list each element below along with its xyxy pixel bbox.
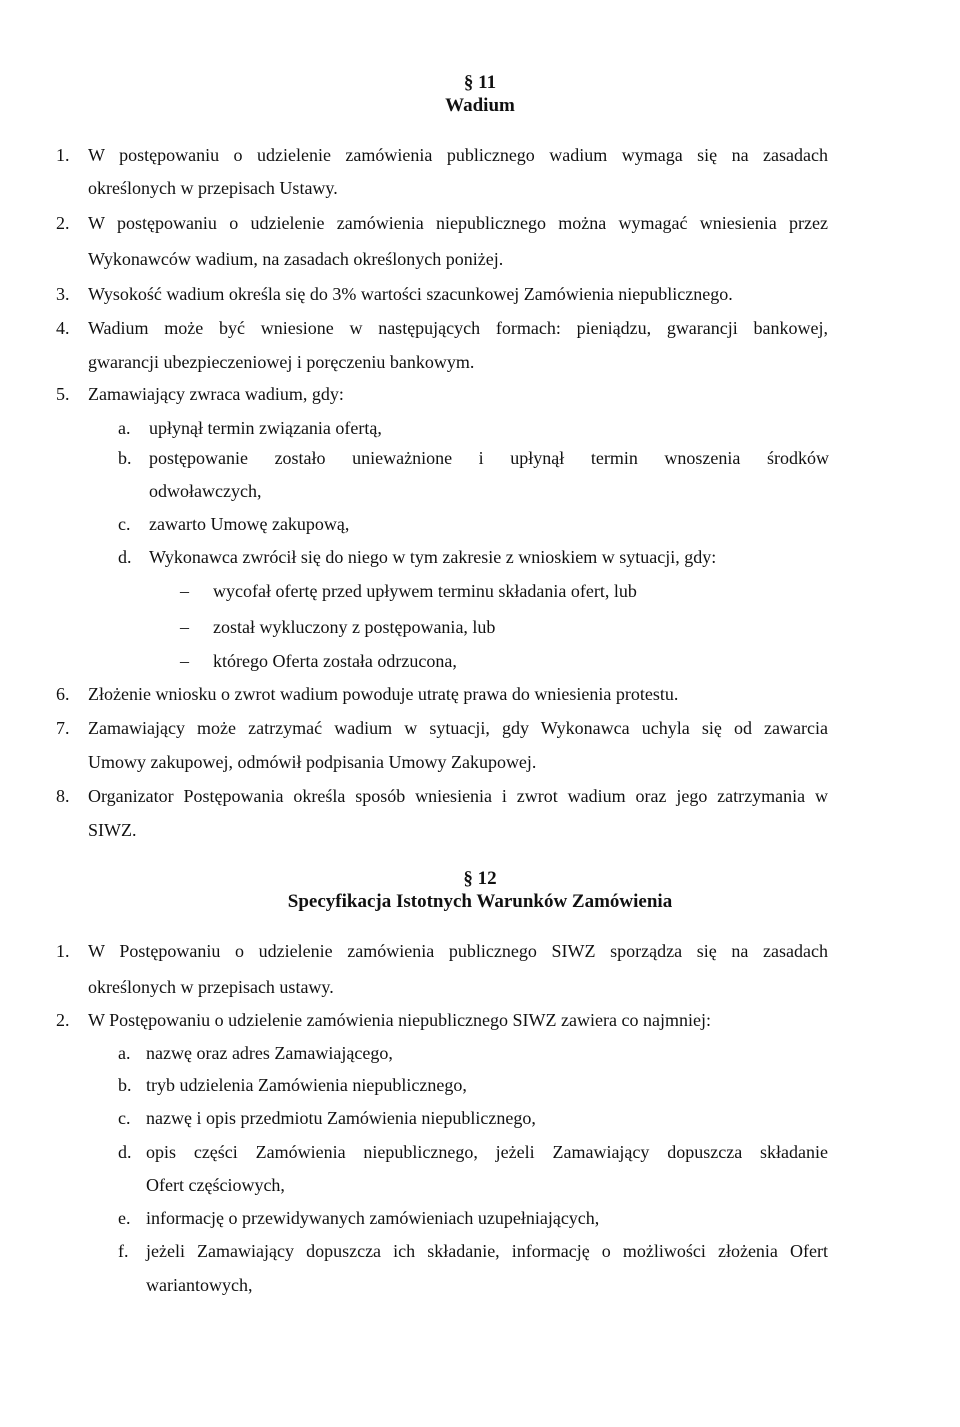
s12-item-1-line-1: W Postępowaniu o udzielenie zamówienia publicznego SIWZ sporządza się na zasadach — [88, 941, 828, 961]
item-number: 1. — [56, 941, 70, 961]
item-number: 5. — [56, 384, 70, 404]
s12-item-1-line-2: określonych w przepisach ustawy. — [88, 977, 334, 997]
dash-item-1: wycofał ofertę przed upływem terminu składania ofert, lub — [213, 581, 637, 601]
sub-letter: c. — [118, 1108, 131, 1128]
dash-item-2: został wykluczony z postępowania, lub — [213, 617, 496, 637]
item-number: 6. — [56, 684, 70, 704]
sub-letter: a. — [118, 1043, 131, 1063]
item-6-line-1: Złożenie wniosku o zwrot wadium powoduje utratę prawa do wniesienia protestu. — [88, 684, 679, 704]
s12-sub-a: nazwę oraz adres Zamawiającego, — [146, 1043, 393, 1063]
item-7-line-1: Zamawiający może zatrzymać wadium w sytuacji, gdy Wykonawca uchyla się od zawarcia — [88, 718, 828, 738]
sub-d-line-1: Wykonawca zwrócił się do niego w tym zakresie z wnioskiem w sytuacji, gdy: — [149, 547, 717, 567]
s12-item-2-line-1: W Postępowaniu o udzielenie zamówienia niepublicznego SIWZ zawiera co najmniej: — [88, 1010, 711, 1030]
item-number: 7. — [56, 718, 70, 738]
item-number: 3. — [56, 284, 70, 304]
item-number: 2. — [56, 1010, 70, 1030]
sub-c-line-1: zawarto Umowę zakupową, — [149, 514, 350, 534]
item-8-line-2: SIWZ. — [88, 820, 137, 840]
section-12-title: Specyfikacja Istotnych Warunków Zamówienia — [287, 891, 673, 912]
dash-marker: – — [180, 617, 189, 637]
s12-sub-d-line-1: opis części Zamówienia niepublicznego, jeżeli Zamawiający dopuszcza składanie — [146, 1142, 828, 1162]
item-1-line-2: określonych w przepisach Ustawy. — [88, 178, 338, 198]
dash-marker: – — [180, 581, 189, 601]
dash-item-3: którego Oferta została odrzucona, — [213, 651, 457, 671]
dash-marker: – — [180, 651, 189, 671]
item-number: 1. — [56, 145, 70, 165]
sub-letter: b. — [118, 448, 132, 468]
s12-sub-b: tryb udzielenia Zamówienia niepublicznego, — [146, 1075, 467, 1095]
sub-letter: d. — [118, 547, 132, 567]
section-12-number: § 12 — [463, 868, 497, 889]
sub-b-line-1: postępowanie zostało unieważnione i upłynął termin wnoszenia środków — [149, 448, 829, 468]
sub-a-line-1: upłynął termin związania ofertą, — [149, 418, 382, 438]
section-11-number: § 11 — [463, 72, 497, 93]
item-7-line-2: Umowy zakupowej, odmówił podpisania Umowy Zakupowej. — [88, 752, 537, 772]
sub-letter: e. — [118, 1208, 131, 1228]
sub-b-line-2: odwoławczych, — [149, 481, 262, 501]
item-number: 8. — [56, 786, 70, 806]
item-3-line-1: Wysokość wadium określa się do 3% wartości szacunkowej Zamówienia niepublicznego. — [88, 284, 733, 304]
item-8-line-1: Organizator Postępowania określa sposób wniesienia i zwrot wadium oraz jego zatrzymania w — [88, 786, 828, 806]
item-2-line-2: Wykonawców wadium, na zasadach określonych poniżej. — [88, 249, 504, 269]
item-2-line-1: W postępowaniu o udzielenie zamówienia niepublicznego można wymagać wniesienia przez — [88, 213, 828, 233]
item-number: 2. — [56, 213, 70, 233]
item-number: 4. — [56, 318, 70, 338]
s12-sub-f-line-2: wariantowych, — [146, 1275, 253, 1295]
item-4-line-2: gwarancji ubezpieczeniowej i poręczeniu bankowym. — [88, 352, 475, 372]
sub-letter: d. — [118, 1142, 132, 1162]
s12-sub-f-line-1: jeżeli Zamawiający dopuszcza ich składanie, informację o możliwości złożenia Ofert — [146, 1241, 828, 1261]
s12-sub-c: nazwę i opis przedmiotu Zamówienia niepublicznego, — [146, 1108, 536, 1128]
section-11-title: Wadium — [445, 95, 515, 116]
sub-letter: a. — [118, 418, 131, 438]
item-4-line-1: Wadium może być wniesione w następujących formach: pieniądzu, gwarancji bankowej, — [88, 318, 828, 338]
sub-letter: c. — [118, 514, 131, 534]
s12-sub-d-line-2: Ofert częściowych, — [146, 1175, 285, 1195]
sub-letter: f. — [118, 1241, 129, 1261]
s12-sub-e: informację o przewidywanych zamówieniach uzupełniających, — [146, 1208, 600, 1228]
item-5-line-1: Zamawiający zwraca wadium, gdy: — [88, 384, 344, 404]
sub-letter: b. — [118, 1075, 132, 1095]
item-1-line-1: W postępowaniu o udzielenie zamówienia publicznego wadium wymaga się na zasadach — [88, 145, 828, 165]
